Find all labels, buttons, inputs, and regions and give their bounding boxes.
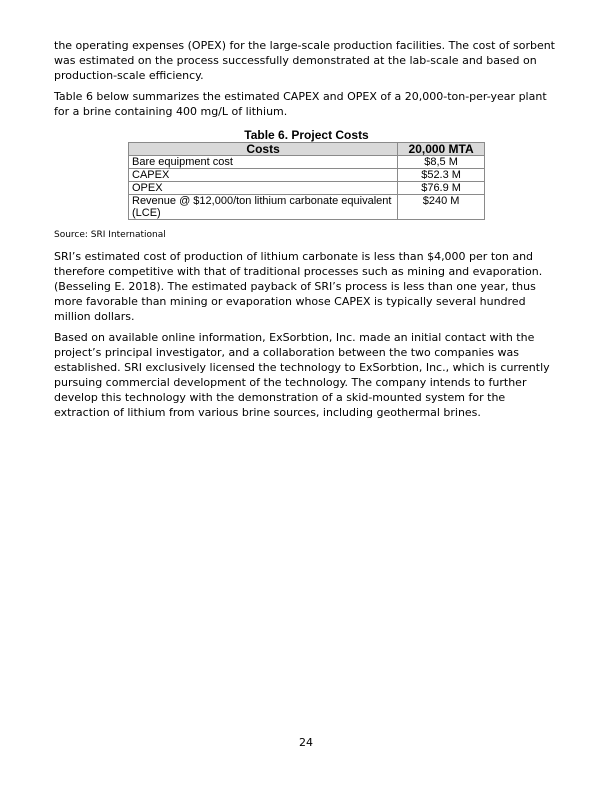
project-costs-table [128, 142, 485, 220]
table-row [129, 182, 485, 195]
table-row [129, 195, 485, 220]
table-cell-value: $76.9 M [398, 182, 485, 195]
table-row [129, 169, 485, 182]
table-cell-label: CAPEX [129, 169, 398, 182]
table-cell-value: $240 M [398, 195, 485, 220]
table-source-note: Source: SRI International [54, 230, 166, 240]
paragraph-exsorbtion: Based on available online information, ExSorbtion, Inc. made an initial contact with the project’s principal investigator, and a collaboration between the two companies was established. SRI exclusively licensed the technology to ExSorbtion, Inc., which is currently pursuing commercial development of the technology. The company intends to further develop this technology with the demonstration of a skid-mounted system for the extraction of lithium from various brine sources, including geothermal brines. [54, 331, 550, 419]
table-cell-label: Bare equipment cost [129, 156, 398, 169]
table-cell-value: $52.3 M [398, 169, 485, 182]
table-row [129, 156, 485, 169]
table-cell-value: $8,5 M [398, 156, 485, 169]
table-title: Table 6. Project Costs [244, 128, 369, 142]
document-body [54, 38, 559, 420]
table-header-mta: 20,000 MTA [398, 143, 485, 156]
table-cell-label: Revenue @ $12,000/ton lithium carbonate equivalent (LCE) [129, 195, 398, 220]
page-number: 24 [299, 736, 313, 749]
paragraph-table-intro: Table 6 below summarizes the estimated CAPEX and OPEX of a 20,000-ton-per-year plant for a brine containing 400 mg/L of lithium. [54, 90, 547, 118]
paragraph-cost-comparison: SRI’s estimated cost of production of lithium carbonate is less than $4,000 per ton and therefore competitive with that of traditional processes such as mining and evaporation. (Besseling E. 2018). The estimated payback of SRI’s process is less than one year, thus more favorable than mining or evaporation whose CAPEX is typically several hundred million dollars. [54, 250, 543, 323]
table-cell-label: OPEX [129, 182, 398, 195]
table-header-row [129, 143, 485, 156]
paragraph-opex-intro: the operating expenses (OPEX) for the large-scale production facilities. The cost of sorbent was estimated on the process successfully demonstrated at the lab-scale and based on production-scale efficiency. [54, 39, 555, 82]
table-header-costs: Costs [129, 143, 398, 156]
